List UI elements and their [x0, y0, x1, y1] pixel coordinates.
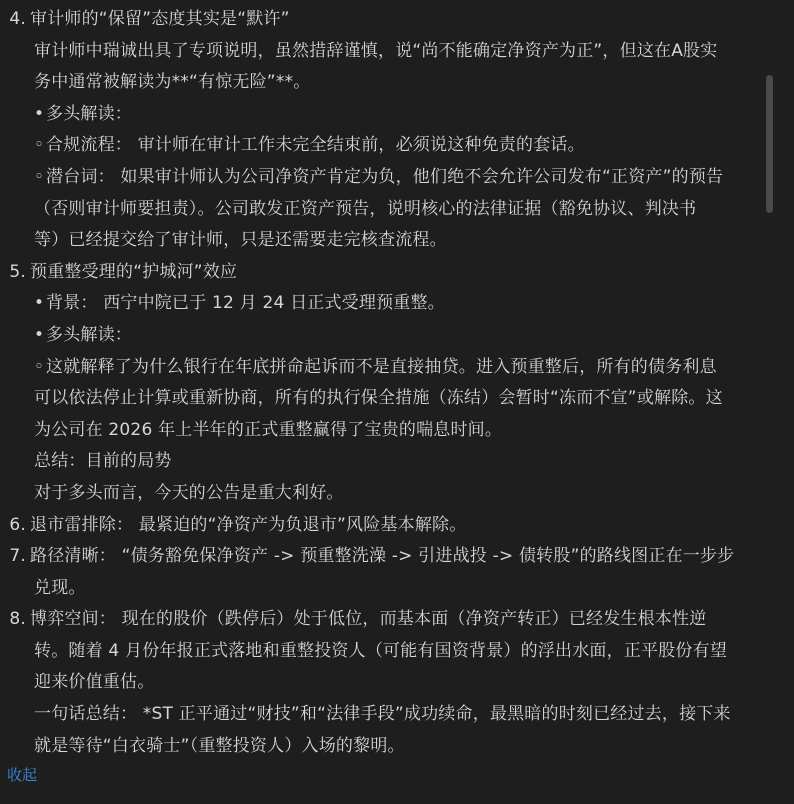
list-number: 5.: [9, 261, 26, 282]
paragraph-line: 迎来价值重估。: [34, 672, 155, 693]
bullet-item: [0, 99, 760, 131]
list-number: 7.: [9, 546, 26, 567]
list-text: 博弈空间： 现在的股价（跌停后）处于低位，而基本面（净资产转正）已经发生根本性逆: [30, 609, 707, 630]
sub-bullet-item: [0, 130, 760, 162]
list-text: 退市雷排除： 最紧迫的“净资产为负退市”风险基本解除。: [30, 514, 467, 535]
paragraph-line: 等）已经提交给了审计师，只是还需要走完核查流程。: [34, 230, 447, 251]
sub-bullet-text: 这就解释了为什么银行在年底拼命起诉而不是直接抽贷。进入预重整后，所有的债务利息: [46, 356, 717, 377]
paragraph-line: 可以依法停止计算或重新协商，所有的执行保全措施（冻结）会暂时“冻而不宣”或解除。这: [34, 388, 723, 409]
bullet-item: [0, 320, 760, 352]
paragraph-line: （否则审计师要担责）。公司敢发正资产预告，说明核心的法律证据（豁免协议、判决书: [34, 198, 697, 219]
paragraph-line: 兑现。: [34, 577, 86, 598]
scrollbar-thumb[interactable]: [766, 75, 773, 213]
list-item-7: [0, 541, 760, 573]
conclusion-line: 就是等待“白衣骑士”（重整投资人）入场的黎明。: [34, 735, 405, 756]
paragraph-line: 审计师中瑞诚出具了专项说明，虽然措辞谨慎，说“尚不能确定净资产为正”，但这在A股实: [34, 40, 718, 61]
list-text: 路径清晰： “债务豁免保净资产 -> 预重整洗澡 -> 引进战投 -> 债转股”的路线图正在一步步: [30, 546, 735, 567]
list-number: 6.: [9, 514, 26, 535]
list-item-6: [0, 510, 760, 542]
summary-text: 对于多头而言，今天的公告是重大利好。: [34, 482, 344, 503]
sub-bullet-text: 合规流程： 审计师在审计工作未完全结束前，必须说这种免责的套话。: [46, 135, 585, 156]
conclusion-line: 一句话总结： *ST 正平通过“财技”和“法律手段”成功续命，最黑暗的时刻已经过去，接下来: [34, 704, 731, 725]
sub-bullet-item: [0, 352, 760, 384]
paragraph-line: 转。随着 4 月份年报正式落地和重整投资人（可能有国资背景）的浮出水面，正平股份有望: [34, 640, 728, 661]
list-item-4-heading: [0, 4, 760, 36]
list-number: 8.: [9, 609, 26, 630]
bullet-dot-icon: •: [34, 103, 45, 124]
paragraph-line: 务中通常被解读为**“有惊无险”**。: [34, 72, 311, 93]
bullet-text: 背景： 西宁中院已于 12 月 24 日正式受理预重整。: [46, 293, 445, 314]
bullet-circle-icon: ◦: [34, 135, 45, 156]
bullet-item: [0, 288, 760, 320]
collapse-link[interactable]: 收起: [7, 766, 38, 784]
bullet-circle-icon: ◦: [34, 166, 45, 187]
paragraph-line: 为公司在 2026 年上半年的正式重整赢得了宝贵的喘息时间。: [34, 419, 503, 440]
list-number: 4.: [9, 9, 26, 29]
list-item-8: [0, 604, 760, 636]
list-heading: 预重整受理的“护城河”效应: [30, 261, 238, 282]
summary-heading: 总结：目前的局势: [34, 451, 172, 472]
bullet-text: 多头解读：: [46, 103, 132, 124]
sub-bullet-text: 潜台词： 如果审计师认为公司净资产肯定为负，他们绝不会允许公司发布“正资产”的预告: [46, 166, 724, 187]
sub-bullet-item: [0, 162, 760, 194]
bullet-circle-icon: ◦: [34, 356, 45, 377]
bullet-text: 多头解读：: [46, 324, 132, 345]
list-heading: 审计师的“保留”态度其实是“默许”: [30, 9, 290, 29]
bullet-dot-icon: •: [34, 324, 45, 345]
bullet-dot-icon: •: [34, 293, 45, 314]
list-item-5-heading: [0, 257, 760, 289]
